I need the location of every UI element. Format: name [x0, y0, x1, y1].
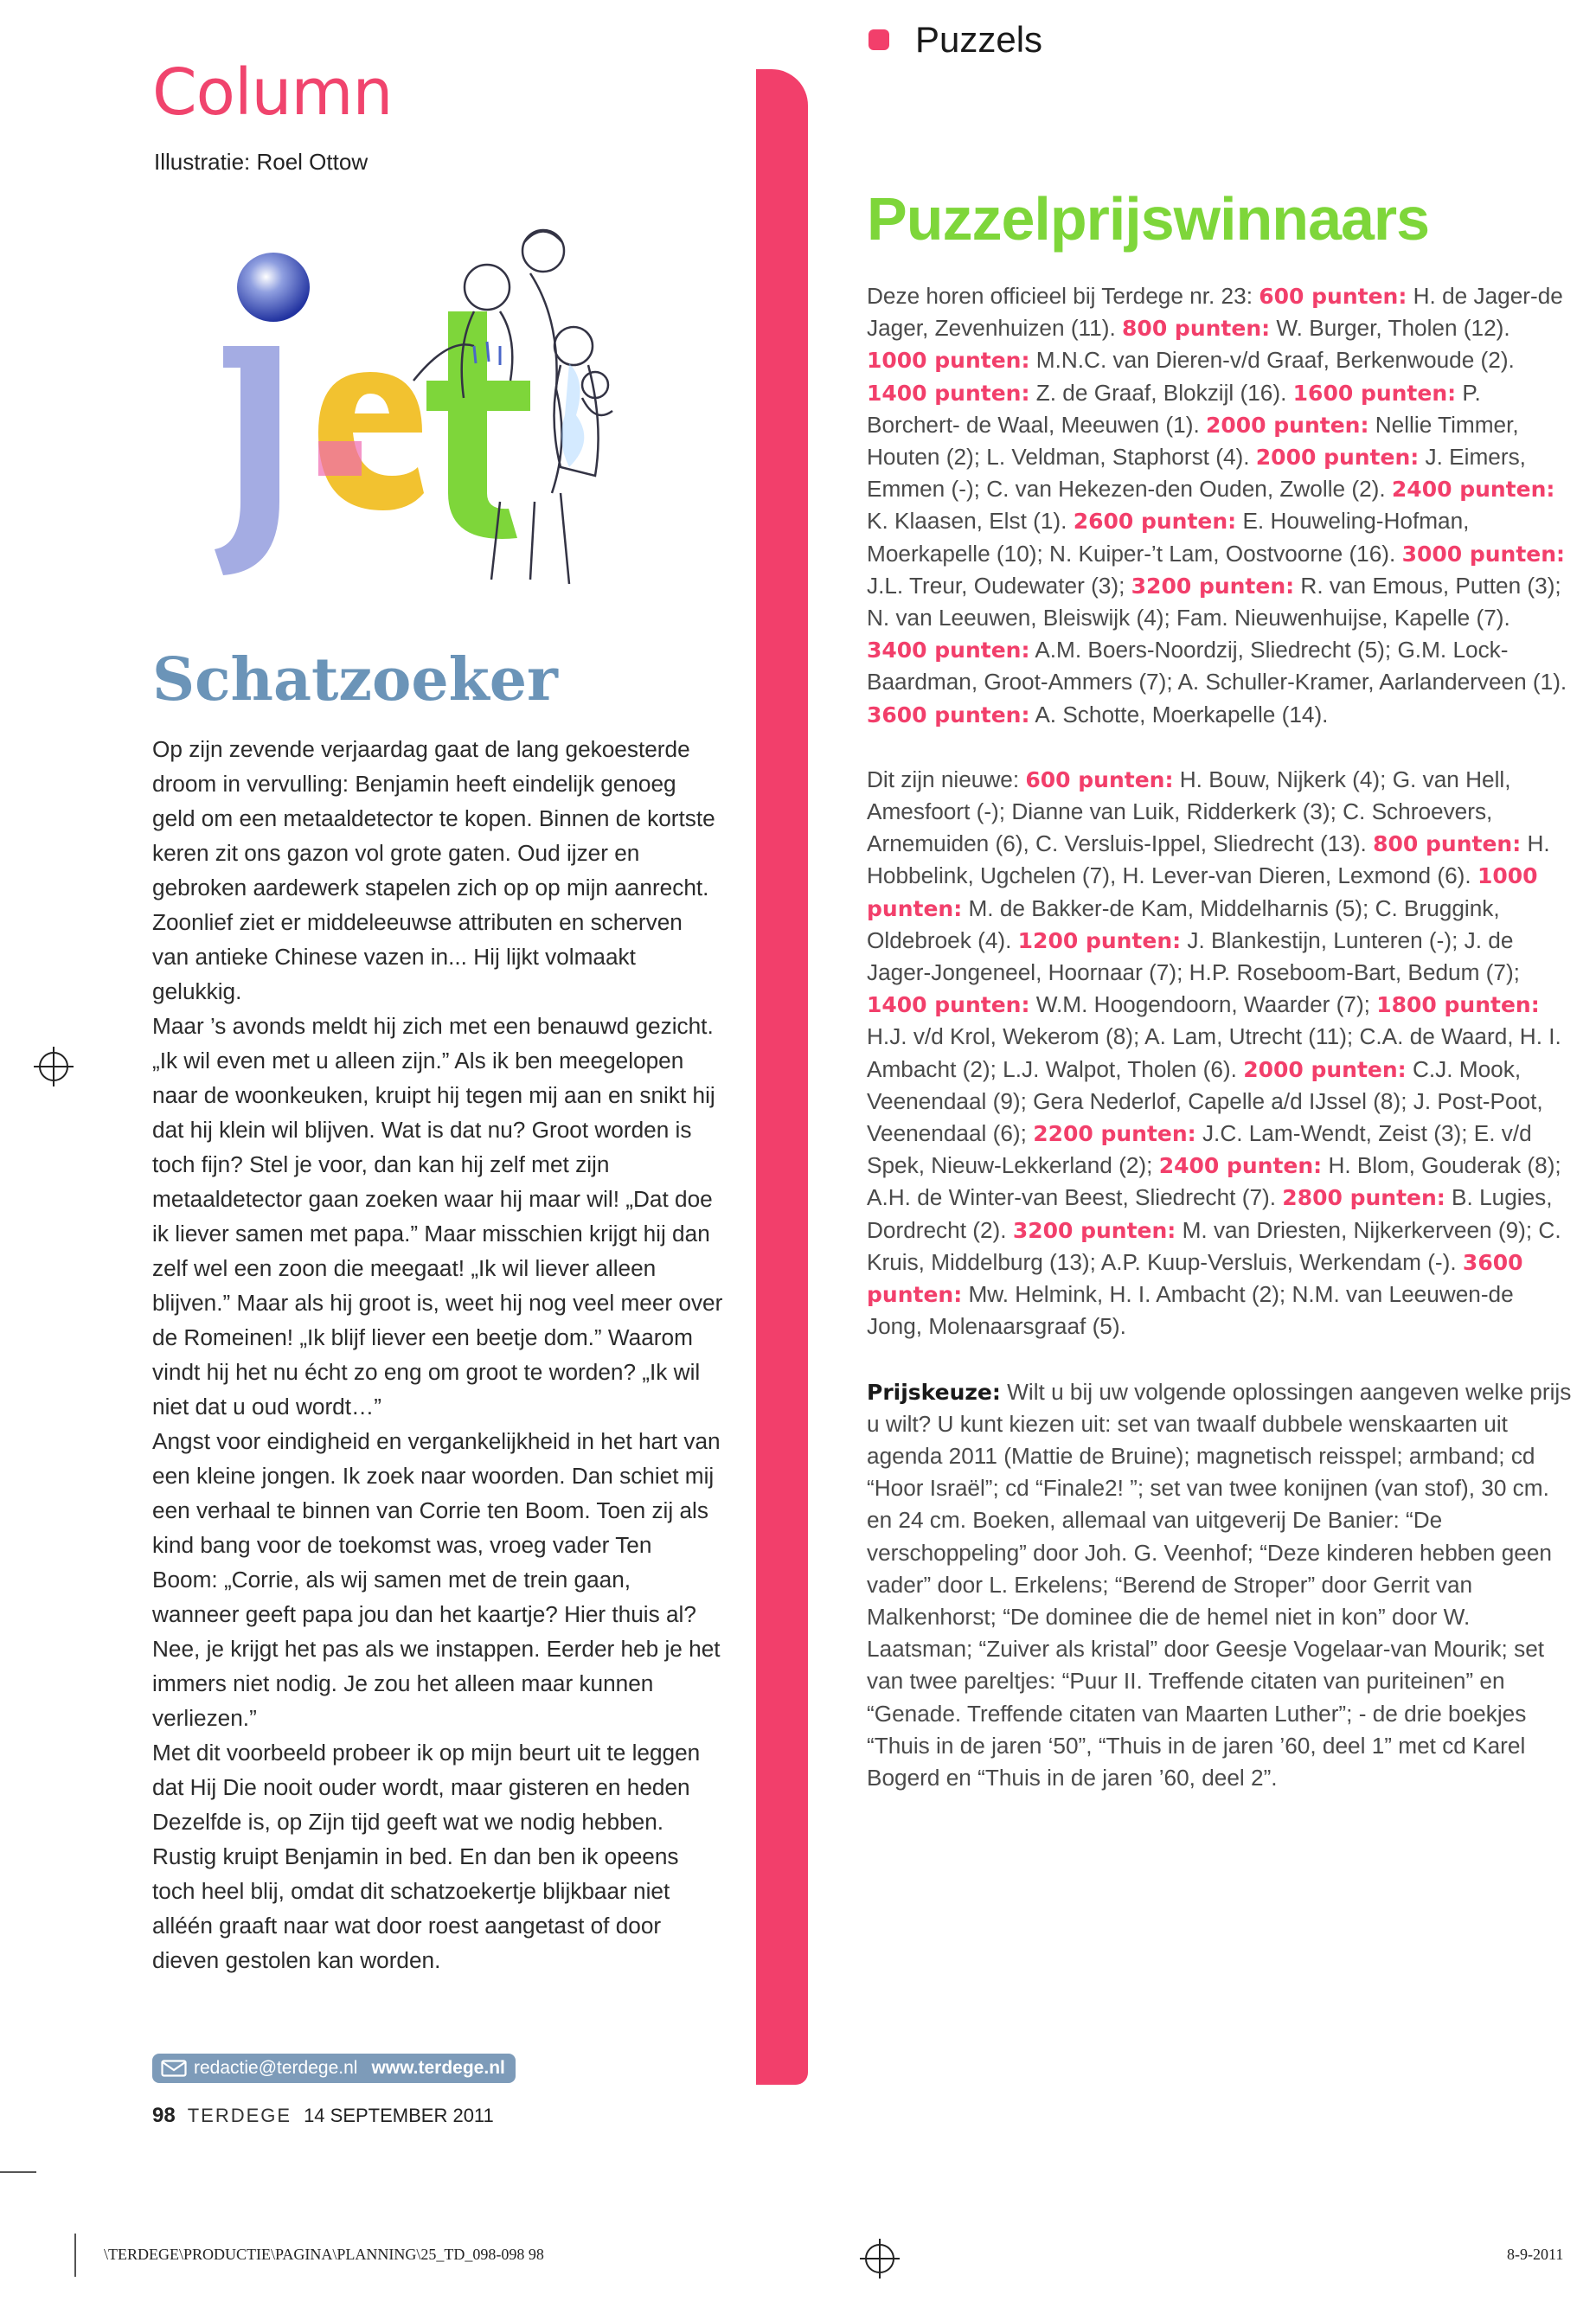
points-label: 1800 punten: [1376, 992, 1540, 1018]
illustrator-credit: Illustratie: Roel Ottow [154, 149, 369, 175]
points-label: 1000 punten: [867, 348, 1030, 374]
magazine-name: TERDEGE [187, 2105, 292, 2126]
winner-text: B. Lugies, Dordrecht (2). [867, 1184, 1553, 1243]
page-number: 98 [152, 2104, 176, 2127]
points-label: 3000 punten: [1401, 541, 1566, 567]
winner-text: Deze horen officieel bij Terdege nr. 23: [867, 283, 1259, 309]
winner-text: R. van Emous, Putten (3); N. van Leeuwen, Bleiswijk (4); Fam. Nieuwenhuijse, Kapelle (7). [867, 572, 1561, 631]
points-label: 1400 punten: [867, 380, 1030, 406]
crop-mark [74, 2234, 76, 2277]
points-label: 1000 punten: [867, 863, 1538, 921]
registration-mark-icon [39, 1052, 68, 1081]
winner-text: J. Eimers, Emmen (-); C. van Hekezen-den Ouden, Zwolle (2). [867, 444, 1526, 503]
issue-date: 14 SEPTEMBER 2011 [304, 2105, 494, 2126]
winner-text: J. Blankestijn, Lunteren (-); J. de Jager-Jongeneel, Hoornaar (7); H.P. Roseboom-Bart, Bedum (7); [867, 926, 1520, 986]
points-label: 2400 punten: [1391, 477, 1555, 503]
points-label: 3200 punten: [1012, 1217, 1176, 1243]
column-title: Column [152, 55, 393, 130]
winner-text: Z. de Graaf, Blokzijl (16). [1029, 379, 1293, 406]
points-label: 3600 punten: [867, 1249, 1523, 1308]
envelope-icon [161, 2060, 187, 2077]
winner-text: H. Blom, Gouderak (8); A.H. de Winter-van Beest, Sliedrecht (7). [867, 1152, 1561, 1211]
winner-text: J.C. Lam-Wendt, Zeist (3); E. v/d Spek, Nieuw-Lekkerland (2); [867, 1120, 1532, 1179]
column-paragraph: Op zijn zevende verjaardag gaat de lang gekoesterde droom in vervulling: Benjamin heeft eindelijk genoeg geld om een metaaldetector te kopen. Binnen de kortste keren zit ons gazon vol grote gaten. Oud ijzer en gebroken aardewerk stapelen zich op op mijn aanrecht. Zoonlief ziet er middeleeuwse attributen en scherven van antieke Chinese vazen in... Hij lijkt volmaakt gelukkig. [152, 736, 715, 1004]
points-label: 800 punten: [1373, 831, 1522, 857]
winner-text: A. Schotte, Moerkapelle (14). [1029, 701, 1329, 727]
section-marker-icon [869, 29, 889, 50]
points-label: 800 punten: [1122, 316, 1271, 342]
winner-text: H.J. v/d Krol, Wekerom (8); A. Lam, Utrecht (11); C.A. de Waard, H. I. Ambacht (2); L.J. Walpot, Tholen (6). [867, 1023, 1561, 1082]
new-winners [867, 764, 1572, 1343]
winner-text: H. de Jager-de Jager, Zevenhuizen (11). [867, 283, 1563, 342]
column-paragraph: Met dit voorbeeld probeer ik op mijn beurt uit te leggen dat Hij Die nooit ouder wordt, maar gisteren en heden Dezelfde is, op Zijn tijd geeft wat we nodig hebben. Rustig kruipt Benjamin in bed. En dan ben ik opeens toch heel blij, omdat dit schatzoekertje blijkbaar niet alléén graaft naar wat door roest aangetast of door dieven gestolen kan worden. [152, 1740, 701, 1973]
points-label: 3600 punten: [867, 702, 1030, 727]
points-label: 3200 punten: [1131, 573, 1295, 599]
crop-mark [0, 2171, 36, 2173]
winner-text: A.M. Boers-Noordzij, Sliedrecht (5); G.M. Lock-Baardman, Groot-Ammers (7); A. Schuller-Kramer, Aarlanderveen (1). [867, 637, 1567, 695]
email-link[interactable]: redactie@terdege.nl [194, 2058, 358, 2078]
winner-text: J.L. Treur, Oudewater (3); [867, 572, 1131, 599]
points-label: 600 punten: [1259, 284, 1407, 309]
points-label: 1600 punten: [1292, 380, 1457, 406]
puzzle-winners-title: Puzzelprijswinnaars [867, 185, 1430, 253]
column-headline: Schatzoeker [152, 645, 558, 715]
column-paragraph: Angst voor eindigheid en vergankelijkheid in het hart van een kleine jongen. Ik zoek naar woorden. Dan schiet mij een verhaal te binnen van Corrie ten Boom. Toen zij als kind bang voor de toekomst was, vroeg vader Ten Boom: „Corrie, als wij samen met de trein gaan, wanneer geeft papa jou dan het kaartje? Hier thuis al? Nee, je krijgt het pas als we instappen. Eerder heb je het immers niet nodig. Je zou het alleen maar kunnen verliezen.” [152, 1428, 721, 1731]
prize-choice [867, 1376, 1572, 1795]
winner-text: Nellie Timmer, Houten (2); L. Veldman, Staphorst (4). [867, 411, 1519, 471]
winner-text: H. Bouw, Nijkerk (4); G. van Hell, Amesfoort (-); Dianne van Luik, Ridderkerk (3); C. Schroevers, Arnemuiden (6), C. Versluis-Ippel, Sliedrecht (13). [867, 766, 1511, 857]
winner-text: M. de Bakker-de Kam, Middelharnis (5); C. Bruggink, Oldebroek (4). [867, 894, 1500, 953]
points-label: 2400 punten: [1158, 1153, 1323, 1179]
page-footer [152, 2104, 494, 2128]
points-label: 2000 punten: [1243, 1056, 1407, 1082]
winner-text: C.J. Mook, Veenendaal (9); Gera Nederlof, Capelle a/d IJssel (8); J. Post-Poot, Veenendaal (6); [867, 1055, 1543, 1147]
winner-text: H. Hobbelink, Ugchelen (7), H. Lever-van Dieren, Lexmond (6). [867, 830, 1550, 889]
winner-text: E. Houweling-Hofman, Moerkapelle (10); N. Kuiper-’t Lam, Oostvoorne (16). [867, 508, 1470, 567]
registration-mark-icon [865, 2244, 894, 2273]
prize-label: Prijskeuze: [867, 1379, 1001, 1405]
contact-pill [152, 2054, 516, 2083]
column-paragraph: Maar ’s avonds meldt hij zich met een benauwd gezicht. „Ik wil even met u alleen zijn.” Als ik ben meegelopen naar de woonkeuken, kruipt hij tegen mij aan en snikt hij dat hij klein wil blijven. Wat is dat nu? Groot worden is toch fijn? Stel je voor, dan kan hij zelf met zijn metaaldetector gaan zoeken waar hij maar wil! „Dat doe ik liever samen met papa.” Maar misschien krijgt hij dan zelf wel een zoon die meegaat! „Ik wil liever alleen blijven.” Maar als hij groot is, weet hij nog veel meer over de Romeinen! „Ik blijf liever een beetje dom.” Waarom vindt hij het nu écht zo eng om groot te worden? „Ik wil niet dat u oud wordt…” [152, 1013, 723, 1420]
pink-divider-bar [756, 69, 808, 2085]
official-winners [867, 280, 1572, 731]
website-link[interactable]: www.terdege.nl [371, 2058, 505, 2078]
points-label: 1400 punten: [867, 992, 1030, 1018]
slug-path: \TERDEGE\PRODUCTIE\PAGINA\PLANNING\25_TD_098-098 98 [104, 2246, 544, 2263]
points-label: 2800 punten: [1282, 1185, 1445, 1211]
winner-text: Dit zijn nieuwe: [867, 766, 1026, 792]
column-body [152, 732, 723, 1977]
winner-text: Mw. Helmink, H. I. Ambacht (2); N.M. van Leeuwen-de Jong, Molenaarsgraaf (5). [867, 1281, 1514, 1340]
winner-text: P. Borchert- de Waal, Meeuwen (1). [867, 379, 1481, 438]
section-label: Puzzels [915, 19, 1043, 60]
points-label: 2000 punten: [1255, 445, 1420, 471]
points-label: 2200 punten: [1033, 1121, 1196, 1147]
winner-text: W. Burger, Tholen (12). [1270, 315, 1510, 342]
winner-text: M.N.C. van Dieren-v/d Graaf, Berkenwoude (2). [1029, 347, 1515, 374]
winner-text: W.M. Hoogendoorn, Waarder (7); [1029, 991, 1377, 1018]
winner-text: M. van Driesten, Nijkerkerveen (9); C. Kruis, Middelburg (13); A.P. Kuup-Versluis, Werkendam (-). [867, 1216, 1561, 1275]
points-label: 600 punten: [1025, 766, 1174, 792]
winner-text: K. Klaasen, Elst (1). [867, 508, 1074, 535]
jet-illustration [189, 216, 638, 623]
points-label: 3400 punten: [867, 638, 1030, 663]
points-label: 2000 punten: [1206, 412, 1369, 438]
prize-text: Wilt u bij uw volgende oplossingen aangeven welke prijs u wilt? U kunt kiezen uit: set van twaalf dubbele wenskaarten uit agenda 2011 (Mattie de Bruine); magnetisch reisspel; armband; cd “Hoor Israël”; cd “Finale2! ”; set van twee konijnen (van stof), 30 cm. en 24 cm. Boeken, allemaal van uitgeverij De Banier: “De verschoppeling” door Joh. G. Veenhof; “Deze kinderen hebben geen vader” door L. Erkelens; “Berend de Stroper” door Gerrit van Malkenhorst; “De dominee die de hemel niet in kon” door W. Laatsman; “Zuiver als kristal” door Geesje Vogelaar-van Mourik; set van twee pareltjes: “Puur II. Treffende citaten van puriteinen” en “Genade. Treffende citaten van Maarten Luther”; - de drie boekjes “Thuis in de jaren ‘50”, “Thuis in de jaren ’60, deel 1” met cd Karel Bogerd en “Thuis in de jaren ’60, deel 2”. [867, 1378, 1572, 1791]
slug-date: 8-9-2011 [1507, 2246, 1564, 2263]
winners-text [867, 280, 1572, 1827]
points-label: 1200 punten: [1017, 927, 1182, 953]
points-label: 2600 punten: [1073, 509, 1237, 535]
